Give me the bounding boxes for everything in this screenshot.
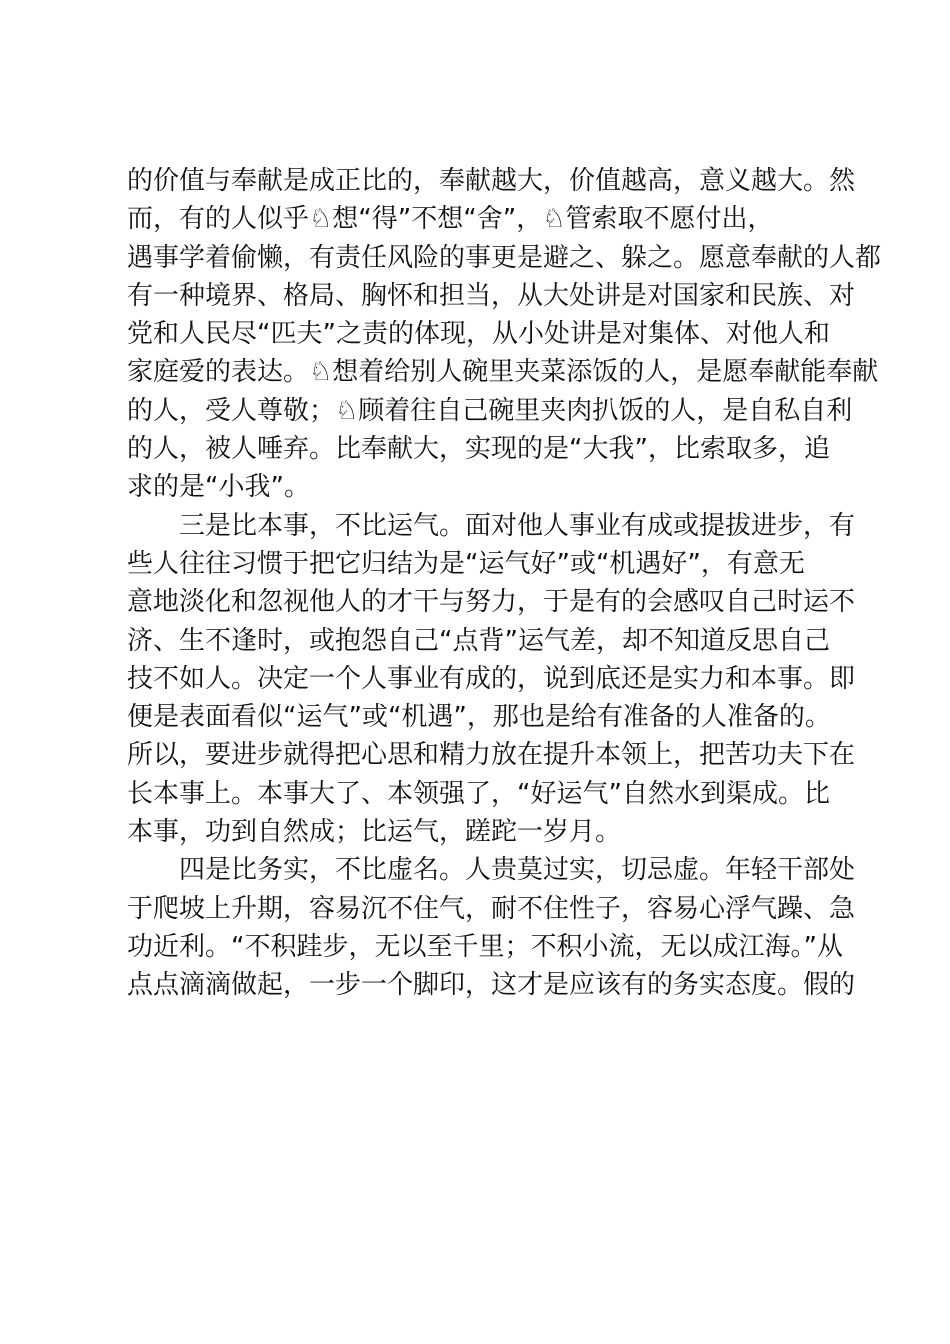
text-line-4: 有一种境界、格局、胸怀和担当，从大处讲是对国家和民族、对 [127, 280, 856, 311]
text-line-11: 些人往往习惯于把它归结为是“运气好”或“机遇好”，有意无 [127, 548, 805, 579]
text-line-19: 四是比务实，不比虚名。人贵莫过实，切忌虚。年轻干部处 [179, 855, 856, 886]
text-line-2: 而，有的人似乎♘想“得”不想“舍”，♘管索取不愿付出， [127, 204, 774, 235]
text-line-13: 济、生不逢时，或抱怨自己“点背”运气差，却不知道反思自己 [127, 625, 830, 656]
text-line-22: 点点滴滴做起，一步一个脚印，这才是应该有的务实态度。假的 [127, 970, 856, 1001]
text-line-3: 遇事学着偷懒，有责任风险的事更是避之、躲之。愿意奉献的人都 [127, 242, 882, 273]
text-line-21: 功近利。“不积跬步，无以至千里；不积小流，无以成江海。”从 [127, 931, 843, 962]
text-line-8: 的人，被人唾弃。比奉献大，实现的是“大我”，比索取多，追 [127, 434, 830, 465]
text-line-15: 便是表面看似“运气”或“机遇”，那也是给有准备的人准备的。 [127, 702, 831, 733]
text-line-9: 求的是“小我”。 [127, 472, 310, 503]
text-line-7: 的人，受人尊敬；♘顾着往自己碗里夹肉扒饭的人，是自私自利 [127, 395, 853, 426]
text-line-1: 的价值与奉献是成正比的，奉献越大，价值越高，意义越大。然 [127, 166, 856, 196]
text-line-6: 家庭爱的表达。♘想着给别人碗里夹菜添饭的人，是愿奉献能奉献 [127, 357, 879, 388]
text-line-18: 本事，功到自然成；比运气，蹉跎一岁月。 [127, 817, 622, 848]
body-text [127, 162, 882, 1005]
text-line-10: 三是比本事，不比运气。面对他人事业有成或提拔进步，有 [179, 510, 856, 541]
text-line-5: 党和人民尽“匹夫”之责的体现，从小处讲是对集体、对他人和 [127, 319, 830, 350]
text-line-14: 技不如人。决定一个人事业有成的，说到底还是实力和本事。即 [127, 663, 856, 694]
text-line-12: 意地淡化和忽视他人的才干与努力，于是有的会感叹自己时运不 [127, 587, 856, 618]
text-line-16: 所以，要进步就得把心思和精力放在提升本领上，把苦功夫下在 [127, 740, 856, 771]
text-line-20: 于爬坡上升期，容易沉不住气，耐不住性子，容易心浮气躁、急 [127, 893, 856, 924]
text-line-17: 长本事上。本事大了、本领强了，“好运气”自然水到渠成。比 [127, 778, 830, 809]
